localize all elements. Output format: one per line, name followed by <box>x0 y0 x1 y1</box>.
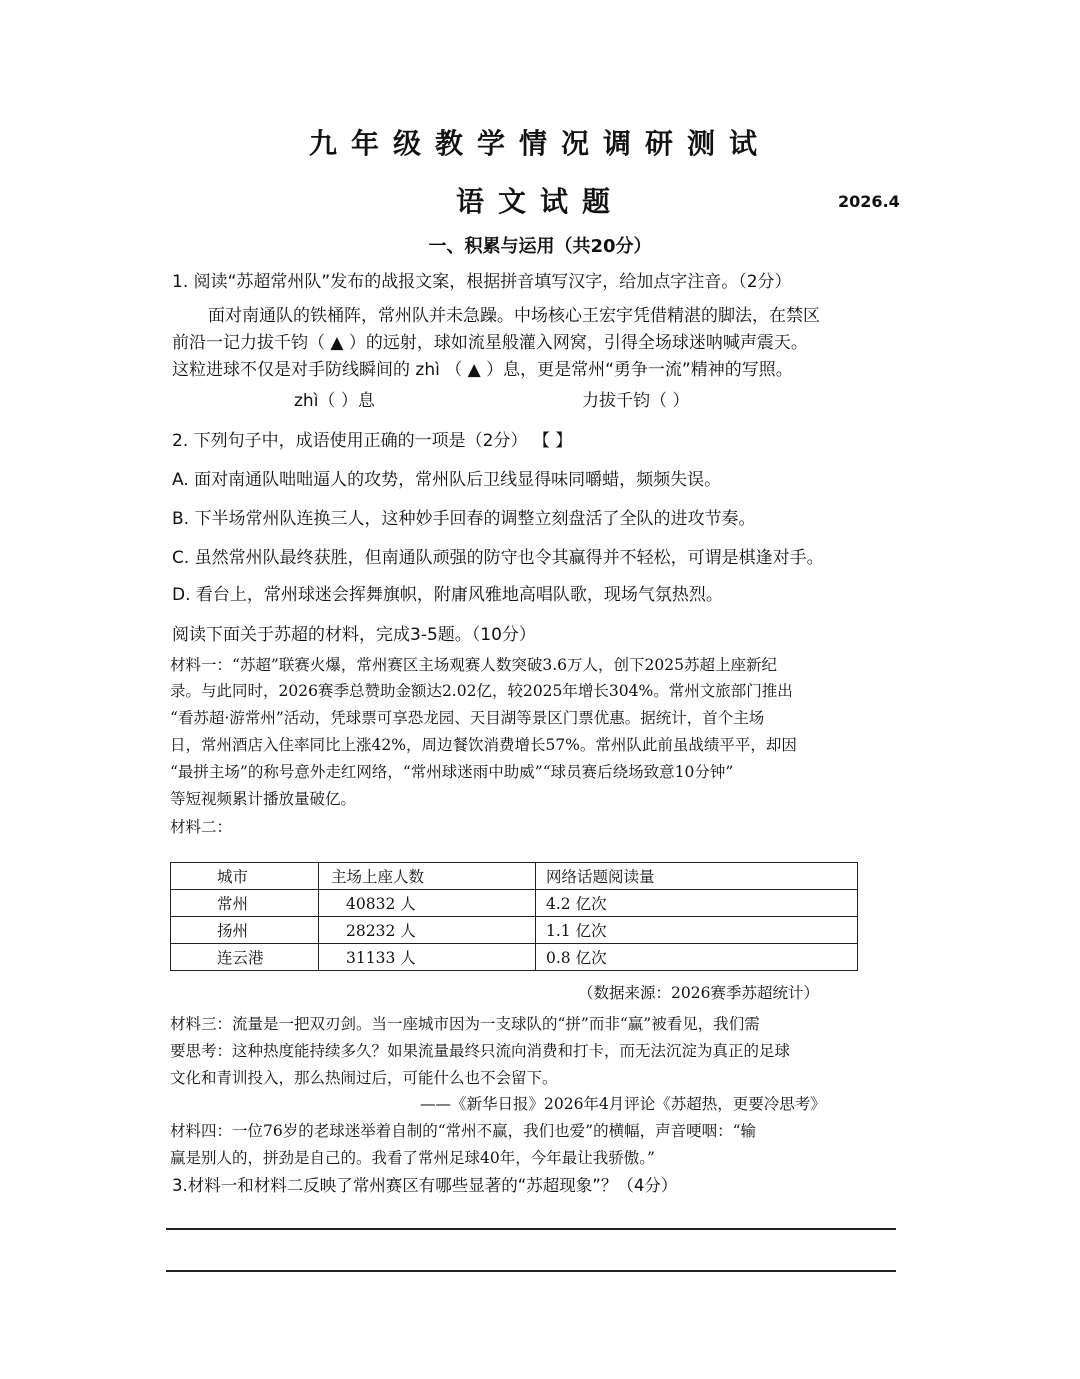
q2-option-d <box>172 580 723 605</box>
q1-answer-blank-jun[interactable]: 力拔千钧（ ） <box>582 391 690 411</box>
material3-line: 文化和青训投入，那么热闹过后，可能什么也不会留下。 <box>170 1069 558 1087</box>
table-cell: 扬州 <box>171 917 319 944</box>
option-label: B. <box>172 509 190 529</box>
table-cell: 连云港 <box>171 944 319 971</box>
table-cell: 1.1 亿次 <box>536 917 858 944</box>
table-row <box>171 944 858 971</box>
q2-option-c <box>172 543 824 568</box>
material1-line: 录。与此同时，2026赛季总赞助金额达2.02亿，较2025年增长304%。常州文旅部门推出 <box>170 682 793 700</box>
section-heading: 一、积累与运用（共20分） <box>428 236 652 257</box>
q2-prompt: 2. 下列句子中，成语使用正确的一项是（2分） 【 】 <box>172 431 573 451</box>
q1-passage-line: 面对南通队的铁桶阵，常州队并未急躁。中场核心王宏宇凭借精湛的脚法，在禁区 <box>208 306 820 326</box>
answer-line[interactable] <box>166 1270 896 1272</box>
answer-line[interactable] <box>166 1228 896 1230</box>
material3-line: 要思考：这种热度能持续多久？如果流量最终只流向消费和打卡，而无法沉淀为真正的足球 <box>170 1042 791 1060</box>
subject-title: 语文试题 <box>455 185 624 218</box>
table-source: （数据来源：2026赛季苏超统计） <box>578 984 819 1002</box>
table-cell: 常州 <box>171 890 319 917</box>
material1-line: 材料一：“苏超”联赛火爆，常州赛区主场观赛人数突破3.6万人，创下2025苏超上座新纪 <box>170 656 777 674</box>
table-header: 网络话题阅读量 <box>536 863 858 890</box>
material1-line: 日，常州酒店入住率同比上涨42%，周边餐饮消费增长57%。常州队此前虽战绩平平，却因 <box>170 736 797 754</box>
stats-table <box>170 862 858 971</box>
table-header-row <box>171 863 858 890</box>
material2-label: 材料二： <box>170 818 233 836</box>
q1-answer-blank-zhi[interactable]: zhì（ ）息 <box>294 391 375 411</box>
material1-line: 等短视频累计播放量破亿。 <box>170 790 357 808</box>
material3-line: 材料三：流量是一把双刃剑。当一座城市因为一支球队的“拼”而非“赢”被看见，我们需 <box>170 1015 760 1033</box>
material1-line: “最拼主场”的称号意外走红网络，“常州球迷雨中助威”“球员赛后绕场致意10分钟” <box>170 763 734 781</box>
table-cell: 31133 人 <box>319 944 536 971</box>
q2-option-b <box>172 504 755 529</box>
option-text: 面对南通队咄咄逼人的攻势，常州队后卫线显得味同嚼蜡，频频失误。 <box>194 470 722 490</box>
table-cell: 0.8 亿次 <box>536 944 858 971</box>
q1-passage-line: 这粒进球不仅是对手防线瞬间的 zhì （ ▲ ）息，更是常州“勇争一流”精神的写照。 <box>172 360 793 380</box>
q2-option-a <box>172 465 721 490</box>
table-cell: 40832 人 <box>319 890 536 917</box>
table-row <box>171 917 858 944</box>
exam-date: 2026.4 <box>838 192 900 211</box>
table-cell: 4.2 亿次 <box>536 890 858 917</box>
reading-intro: 阅读下面关于苏超的材料，完成3-5题。（10分） <box>172 625 536 645</box>
option-label: D. <box>172 585 191 605</box>
material3-source: ——《新华日报》2026年4月评论《苏超热，更要冷思考》 <box>420 1095 826 1113</box>
material4-line: 材料四：一位76岁的老球迷举着自制的“常州不赢，我们也爱”的横幅，声音哽咽：“输 <box>170 1122 756 1140</box>
option-text: 下半场常州队连换三人，这种妙手回春的调整立刻盘活了全队的进攻节奏。 <box>194 509 756 529</box>
q3-prompt: 3.材料一和材料二反映了常州赛区有哪些显著的“苏超现象”？（4分） <box>172 1176 678 1195</box>
table-cell: 28232 人 <box>319 917 536 944</box>
q1-prompt: 1. 阅读“苏超常州队”发布的战报文案，根据拼音填写汉字，给加点字注音。（2分） <box>172 272 792 292</box>
option-label: A. <box>172 470 189 490</box>
option-text: 看台上，常州球迷会挥舞旗帜，附庸风雅地高唱队歌，现场气氛热烈。 <box>195 585 723 605</box>
material1-line: “看苏超·游常州”活动，凭球票可享恐龙园、天目湖等景区门票优惠。据统计，首个主场 <box>170 709 765 727</box>
option-label: C. <box>172 548 190 568</box>
material4-line: 赢是别人的，拼劲是自己的。我看了常州足球40年，今年最让我骄傲。” <box>170 1149 655 1167</box>
exam-title: 九年级教学情况调研测试 <box>308 127 771 160</box>
option-text: 虽然常州队最终获胜，但南通队顽强的防守也令其赢得并不轻松，可谓是棋逢对手。 <box>194 548 824 568</box>
q1-passage-line: 前沿一记力拔千钧（ ▲ ）的远射，球如流星般灌入网窝，引得全场球迷呐喊声震天。 <box>172 333 808 353</box>
table-header: 主场上座人数 <box>319 863 536 890</box>
table-row <box>171 890 858 917</box>
table-header: 城市 <box>171 863 319 890</box>
